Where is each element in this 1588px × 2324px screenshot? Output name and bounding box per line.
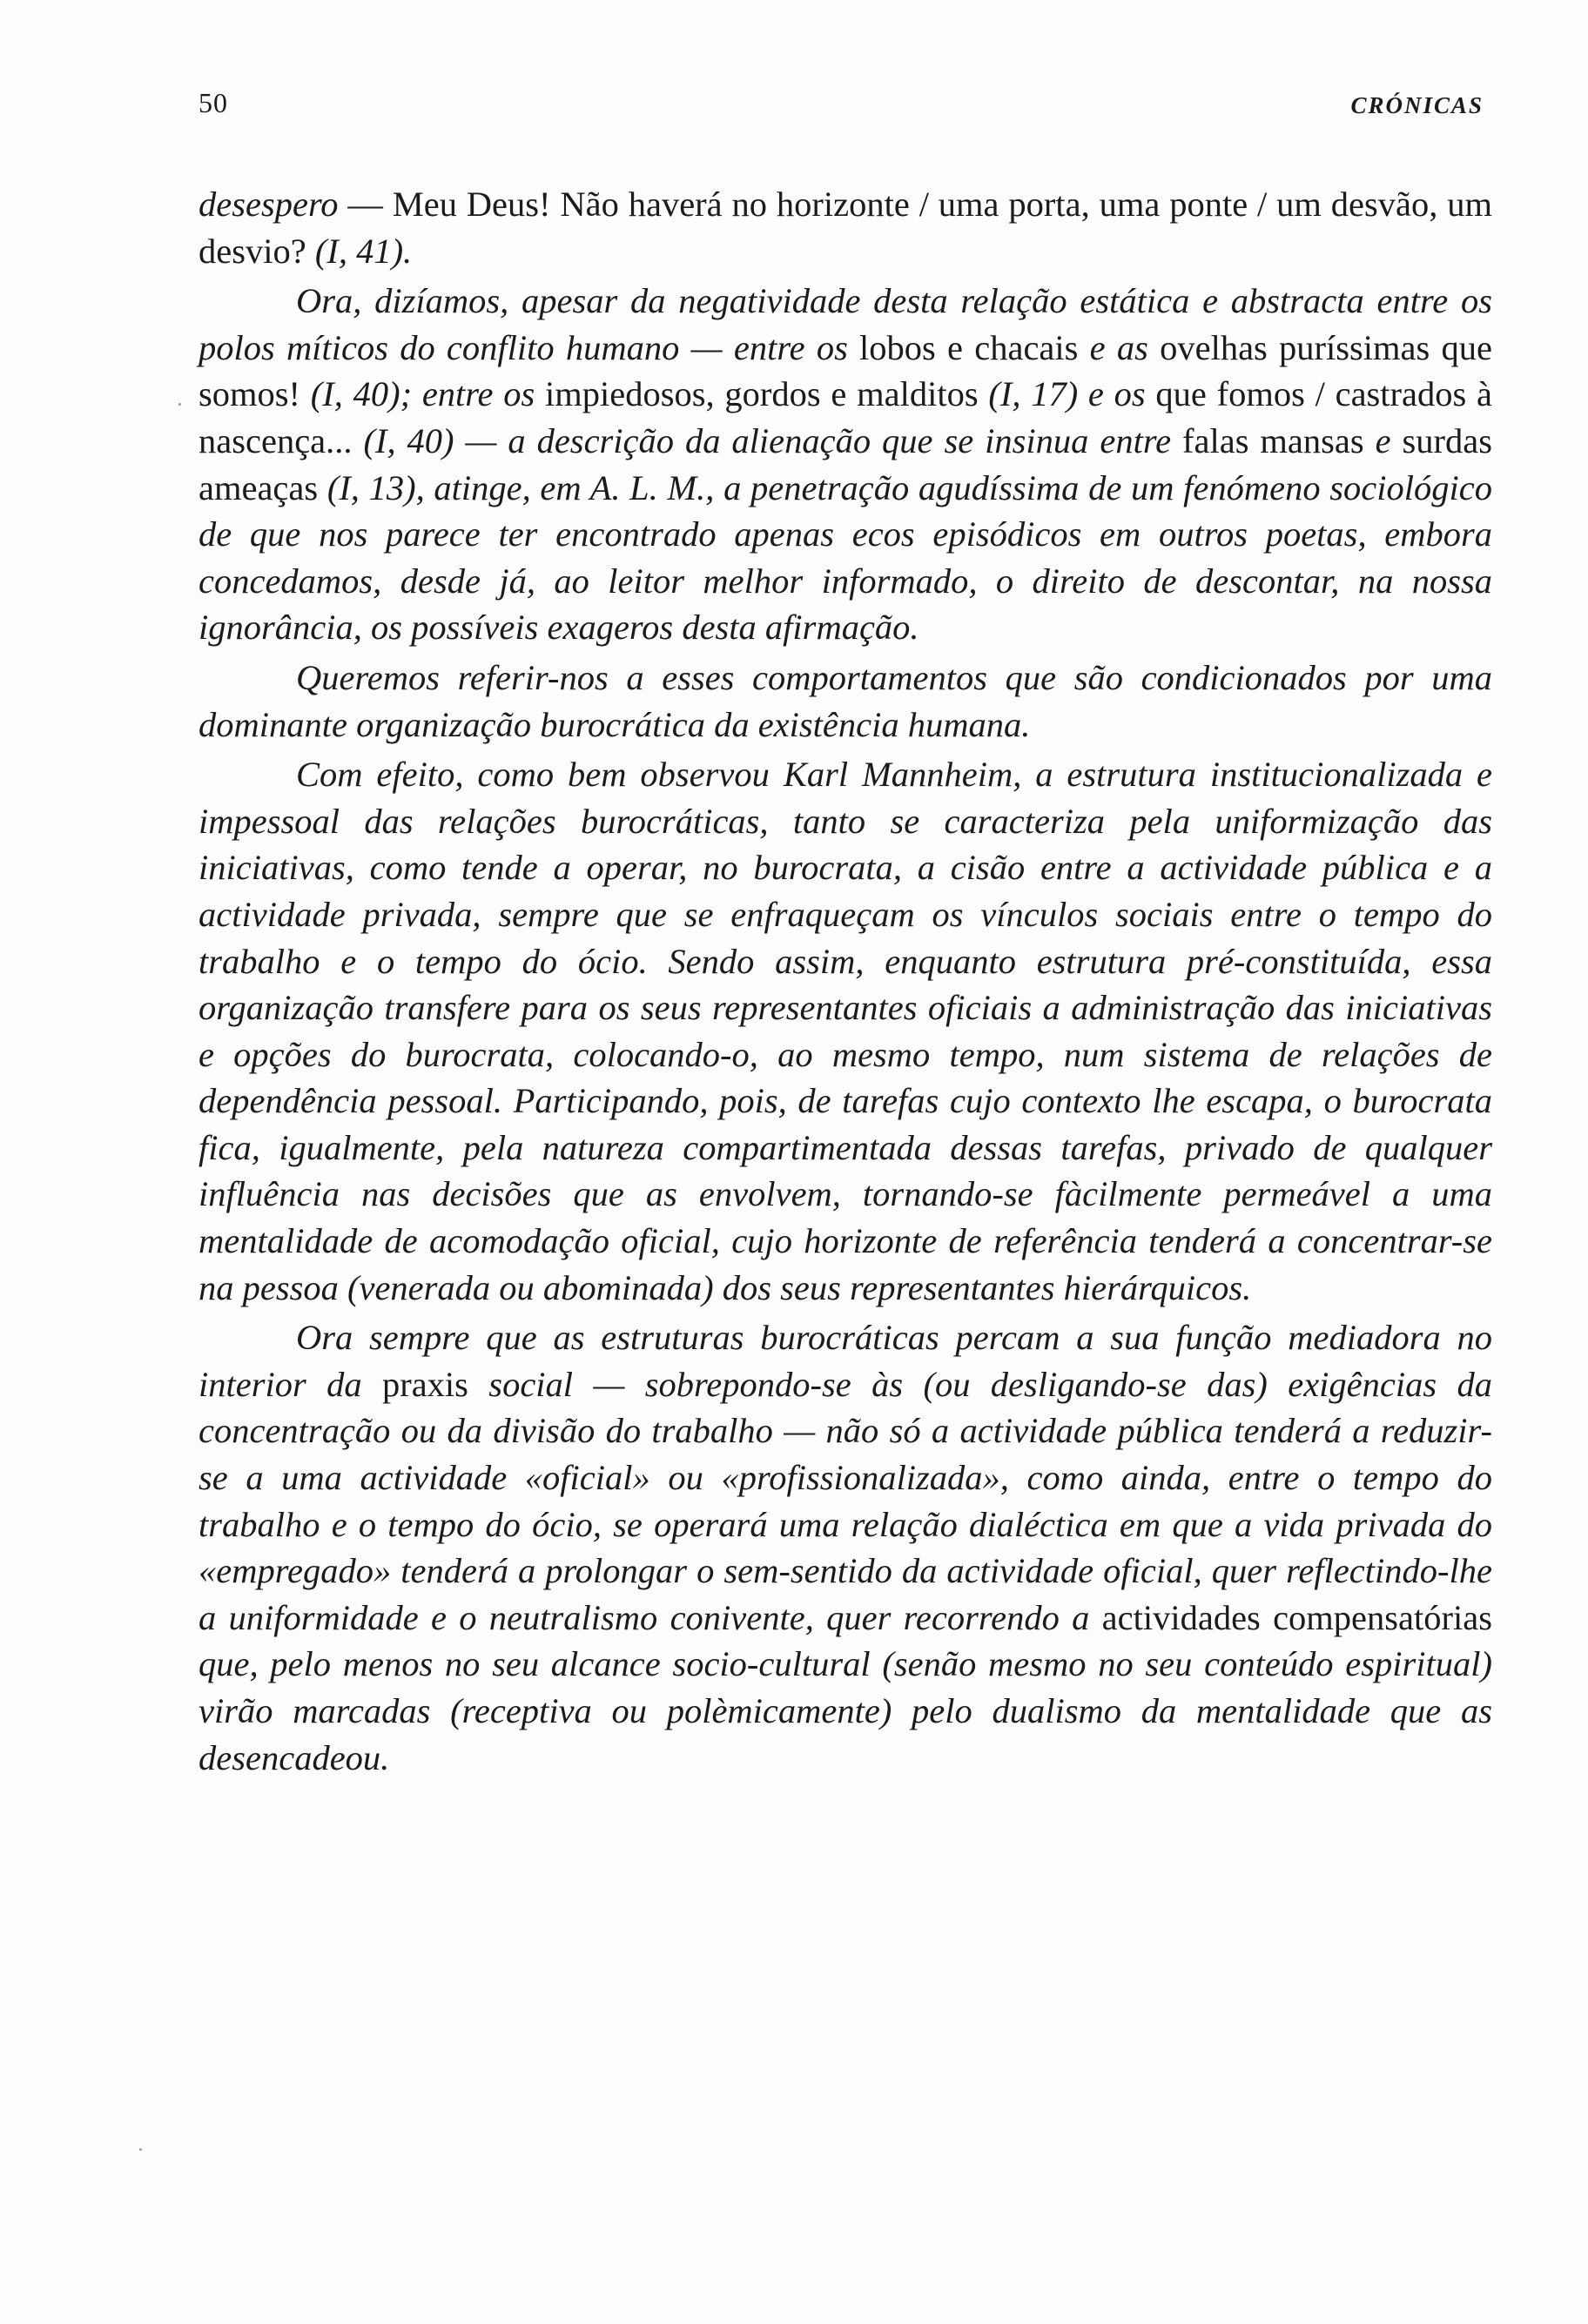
paragraph-1 bbox=[198, 181, 1492, 274]
paper-speck bbox=[178, 403, 181, 406]
page-number: 50 bbox=[198, 87, 228, 118]
text-run: os bbox=[816, 327, 848, 367]
text-run: (I, 13), atinge, em A. L. M., a penetração agudíssima de um fenómeno sociológico de que nos parece ter encontrado apenas ecos episódicos em outros poetas, embora concedamos, desde já, ao leitor melhor informado, o direito de descontar, na nossa ignorância, os possíveis exageros desta afirmação. bbox=[198, 467, 1492, 648]
paragraph-5 bbox=[198, 1314, 1492, 1781]
text-run: impiedosos, gordos e malditos bbox=[535, 374, 989, 414]
text-run: actividades compensatórias bbox=[1089, 1597, 1492, 1637]
text-run: (I, 40) — a descrição da alienação que se insinua entre bbox=[363, 420, 1172, 460]
text-run: Ora, dizíamos, apesar da negatividade desta relação estática e abstracta entre os polos míticos do conflito humano — entre bbox=[198, 281, 1492, 367]
paragraph-4 bbox=[198, 751, 1492, 1311]
text-run: Com efeito, como bem observou Karl Mannheim, a estrutura institucionalizada e impessoal das relações burocráticas, tanto se caracteriza pela uniformização das iniciativas, como tende a operar, no burocrata, a cisão entre a actividade pública e a actividade privada, sempre que se enfraqueçam os vínculos sociais entre o tempo do trabalho e o tempo do ócio. Sendo assim, enquanto estrutura pré-constituída, essa organização transfere para os seus representantes oficiais a administração das iniciativas e opções do burocrata, colocando-o, ao mesmo tempo, num sistema de relações de dependência pessoal. Participando, pois, de tarefas cujo contexto lhe escapa, o burocrata fica, igualmente, pela natureza compartimentada dessas tarefas, privado de qualquer influência nas decisões que as envolvem, tornando-se fàcilmente permeável a uma mentalidade de acomodação oficial, cujo horizonte de referência tenderá a concentrar-se na pessoa (venerada ou abominada) dos seus representantes hierárquicos. bbox=[198, 755, 1492, 1307]
text-run: social — sobrepondo-se às (ou desligando-se das) exigências da concentração ou da divisão do trabalho — não só a actividade pública tenderá a reduzir-se a uma actividade «oficial» ou «profissionalizada», como ainda, entre o tempo do trabalho e o tempo do ócio, se operará uma relação dialéctica em que a vida privada do «empregado» tenderá a prolongar o sem-sentido da actividade oficial, quer reflectindo-lhe a uniformidade e o neutralismo conivente, quer recorrendo bbox=[198, 1364, 1492, 1637]
text-run: que fomos / castrados à nascença... bbox=[198, 374, 1493, 460]
body-text bbox=[198, 181, 1492, 1784]
text-run: desespero bbox=[198, 185, 339, 224]
text-run: surdas ameaças bbox=[198, 420, 1492, 507]
text-run: e bbox=[1375, 420, 1391, 460]
text-run: (I, 40); entre os bbox=[310, 374, 535, 414]
running-title: CRÓNICAS bbox=[1350, 92, 1484, 118]
text-run: e as bbox=[1089, 327, 1148, 367]
text-run: — Meu Deus! Não haverá no horizonte / uma porta, uma ponte / um desvão, um desvio? bbox=[198, 185, 1492, 271]
text-run: Queremos referir-nos a esses comportamentos que são condicionados por uma dominante organização burocrática da existência humana. bbox=[198, 657, 1492, 744]
paragraph-2 bbox=[198, 278, 1492, 651]
text-run: lobos e chacais bbox=[847, 327, 1090, 367]
text-run: (I, 17) e os bbox=[988, 374, 1146, 414]
text-run: (I, 41). bbox=[314, 231, 413, 271]
text-run: praxis bbox=[381, 1364, 468, 1404]
text-run: falas mansas bbox=[1171, 420, 1376, 460]
text-run: que, pelo menos no seu alcance socio-cultural (senão mesmo no seu conteúdo espiritual) virão marcadas (receptiva ou polèmicamente) pelo dualismo da mentalidade que as desencadeou. bbox=[198, 1644, 1492, 1777]
text-run: Ora sempre que as estruturas burocráticas percam a sua função mediadora no interior da bbox=[198, 1318, 1492, 1404]
page-header bbox=[198, 87, 1484, 131]
text-run: a bbox=[1072, 1597, 1090, 1637]
paper-speck bbox=[139, 2148, 142, 2151]
text-run: ovelhas puríssimas que somos! bbox=[198, 327, 1492, 414]
paragraph-3 bbox=[198, 655, 1492, 748]
